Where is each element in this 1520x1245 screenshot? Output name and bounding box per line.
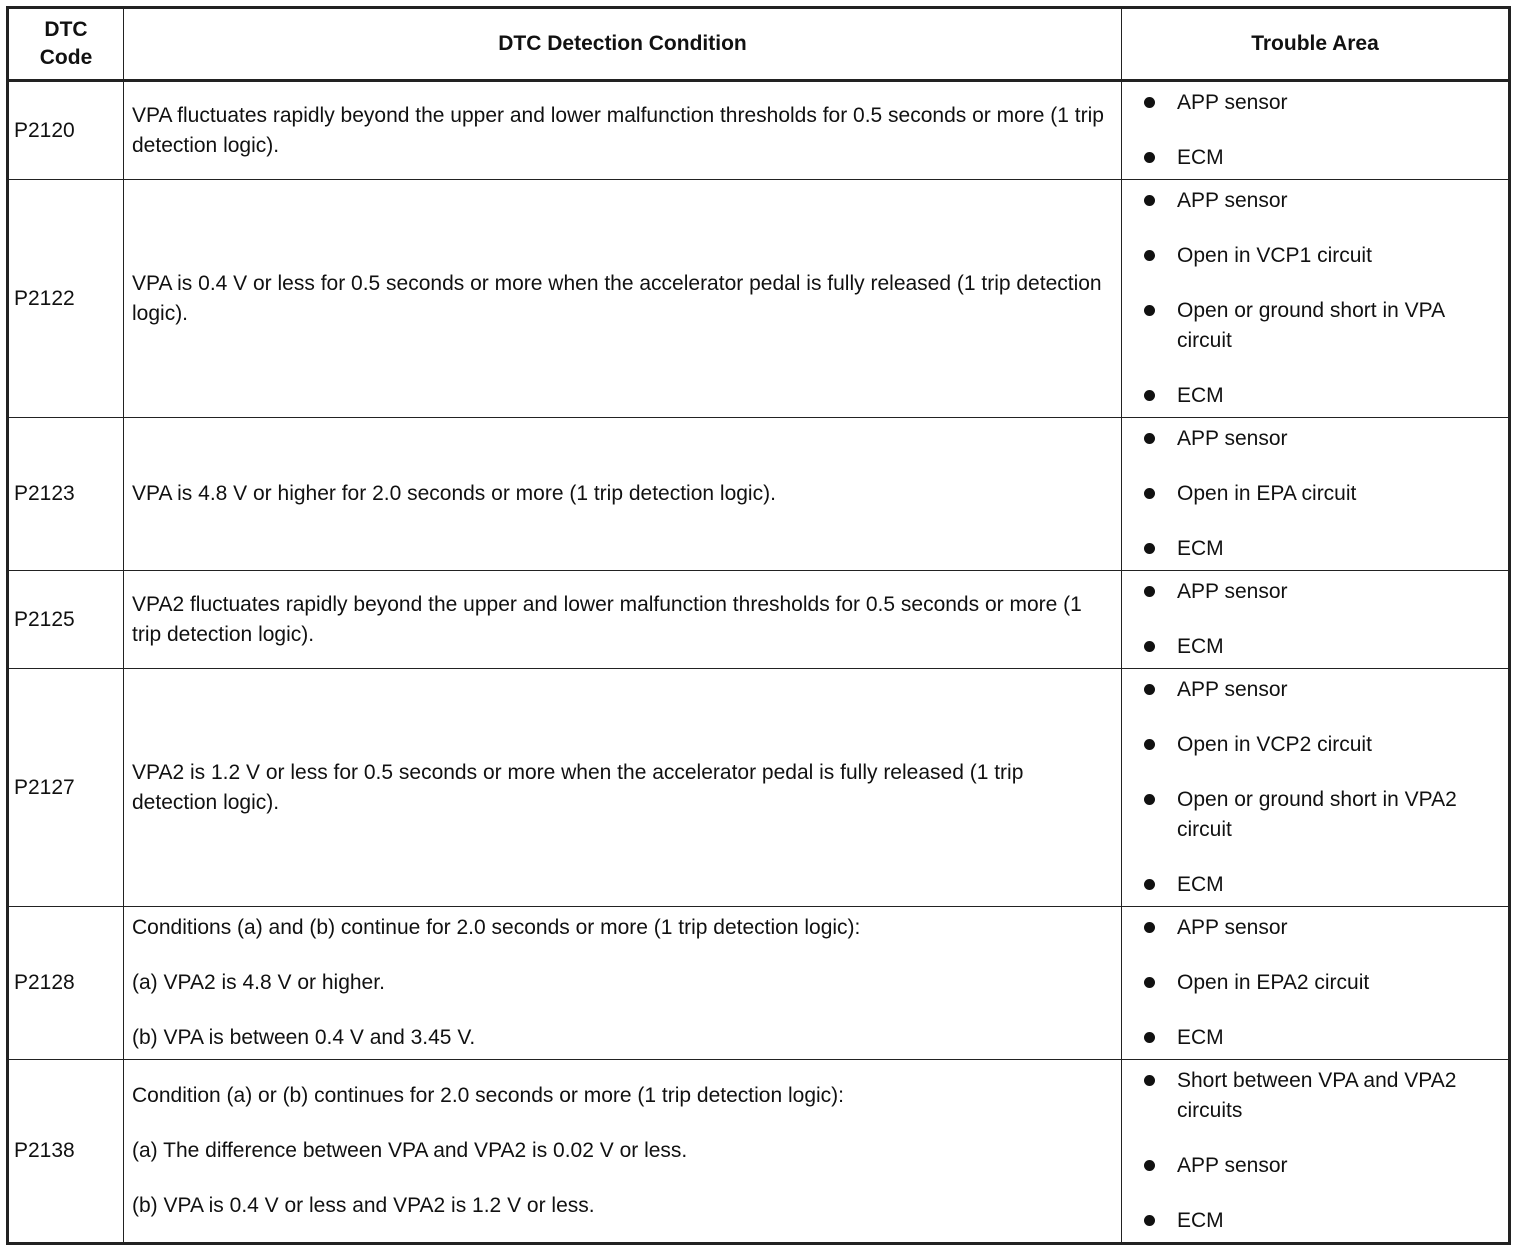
bullet-icon bbox=[1144, 922, 1155, 933]
trouble-area-list bbox=[1144, 577, 1504, 662]
bullet-icon bbox=[1144, 305, 1155, 316]
trouble-area-label: APP sensor bbox=[1177, 427, 1288, 450]
table-row bbox=[8, 571, 1510, 669]
trouble-area-label: ECM bbox=[1177, 873, 1224, 896]
trouble-area-item bbox=[1144, 534, 1504, 564]
condition-text: VPA is 0.4 V or less for 0.5 seconds or more when the accelerator pedal is fully released (1 trip detection logic). bbox=[132, 271, 1102, 325]
header-row bbox=[8, 8, 1510, 81]
bullet-icon bbox=[1144, 390, 1155, 401]
trouble-area-label: Open or ground short in VPA circuit bbox=[1177, 299, 1444, 352]
dtc-code: P2128 bbox=[8, 907, 124, 1060]
bullet-icon bbox=[1144, 1032, 1155, 1043]
trouble-area-item bbox=[1144, 424, 1504, 454]
bullet-icon bbox=[1144, 250, 1155, 261]
detection-condition bbox=[124, 418, 1122, 571]
condition-text: Condition (a) or (b) continues for 2.0 seconds or more (1 trip detection logic): bbox=[132, 1084, 845, 1107]
trouble-area-item bbox=[1144, 1066, 1504, 1126]
trouble-area-item bbox=[1144, 968, 1504, 998]
trouble-area-item bbox=[1144, 186, 1504, 216]
dtc-code: P2120 bbox=[8, 81, 124, 180]
trouble-area bbox=[1122, 180, 1510, 418]
trouble-area-label: APP sensor bbox=[1177, 1154, 1288, 1177]
trouble-area-label: Open in VCP1 circuit bbox=[1177, 244, 1372, 267]
bullet-icon bbox=[1144, 97, 1155, 108]
trouble-area-item bbox=[1144, 870, 1504, 900]
trouble-area-label: Open in EPA2 circuit bbox=[1177, 971, 1370, 994]
trouble-area-item bbox=[1144, 296, 1504, 356]
trouble-area-item bbox=[1144, 241, 1504, 271]
trouble-area-item bbox=[1144, 1206, 1504, 1236]
table-row bbox=[8, 418, 1510, 571]
trouble-area-label: ECM bbox=[1177, 537, 1224, 560]
condition-text: VPA2 is 1.2 V or less for 0.5 seconds or more when the accelerator pedal is fully released (1 trip detection logic). bbox=[132, 760, 1024, 814]
trouble-area-label: APP sensor bbox=[1177, 189, 1288, 212]
detection-condition bbox=[124, 669, 1122, 907]
detection-condition bbox=[124, 180, 1122, 418]
trouble-area-label: Open in EPA circuit bbox=[1177, 482, 1357, 505]
table-row bbox=[8, 907, 1510, 1060]
trouble-area bbox=[1122, 571, 1510, 669]
bullet-icon bbox=[1144, 1215, 1155, 1226]
trouble-area-label: APP sensor bbox=[1177, 916, 1288, 939]
condition-text: (b) VPA is between 0.4 V and 3.45 V. bbox=[132, 1026, 476, 1049]
dtc-code: P2122 bbox=[8, 180, 124, 418]
trouble-area-list bbox=[1144, 1066, 1504, 1236]
trouble-area-item bbox=[1144, 88, 1504, 118]
bullet-icon bbox=[1144, 684, 1155, 695]
header-dtc-code: DTC Code bbox=[8, 8, 124, 81]
trouble-area-item bbox=[1144, 632, 1504, 662]
trouble-area bbox=[1122, 418, 1510, 571]
trouble-area-label: APP sensor bbox=[1177, 678, 1288, 701]
trouble-area bbox=[1122, 1060, 1510, 1244]
bullet-icon bbox=[1144, 641, 1155, 652]
dtc-code: P2123 bbox=[8, 418, 124, 571]
dtc-code: P2138 bbox=[8, 1060, 124, 1244]
table-row bbox=[8, 81, 1510, 180]
trouble-area-item bbox=[1144, 730, 1504, 760]
bullet-icon bbox=[1144, 488, 1155, 499]
condition-text: (b) VPA is 0.4 V or less and VPA2 is 1.2 V or less. bbox=[132, 1194, 595, 1217]
bullet-icon bbox=[1144, 879, 1155, 890]
trouble-area-item bbox=[1144, 785, 1504, 845]
condition-text: Conditions (a) and (b) continue for 2.0 seconds or more (1 trip detection logic): bbox=[132, 916, 861, 939]
trouble-area-item bbox=[1144, 479, 1504, 509]
trouble-area-list bbox=[1144, 186, 1504, 411]
detection-condition bbox=[124, 1060, 1122, 1244]
table-row bbox=[8, 180, 1510, 418]
dtc-table bbox=[6, 6, 1511, 1245]
trouble-area-list bbox=[1144, 424, 1504, 564]
trouble-area bbox=[1122, 907, 1510, 1060]
trouble-area-item bbox=[1144, 913, 1504, 943]
detection-condition bbox=[124, 571, 1122, 669]
trouble-area-label: ECM bbox=[1177, 1026, 1224, 1049]
bullet-icon bbox=[1144, 152, 1155, 163]
trouble-area-list bbox=[1144, 675, 1504, 900]
bullet-icon bbox=[1144, 543, 1155, 554]
condition-text: (a) VPA2 is 4.8 V or higher. bbox=[132, 971, 385, 994]
trouble-area-label: Short between VPA and VPA2 circuits bbox=[1177, 1069, 1457, 1122]
trouble-area-label: ECM bbox=[1177, 635, 1224, 658]
trouble-area-item bbox=[1144, 381, 1504, 411]
table-body bbox=[8, 81, 1510, 1244]
header-detection-condition: DTC Detection Condition bbox=[124, 8, 1122, 81]
trouble-area-label: APP sensor bbox=[1177, 580, 1288, 603]
trouble-area-label: ECM bbox=[1177, 1209, 1224, 1232]
dtc-code: P2125 bbox=[8, 571, 124, 669]
bullet-icon bbox=[1144, 977, 1155, 988]
trouble-area-item bbox=[1144, 577, 1504, 607]
bullet-icon bbox=[1144, 433, 1155, 444]
trouble-area-label: Open in VCP2 circuit bbox=[1177, 733, 1372, 756]
trouble-area-label: APP sensor bbox=[1177, 91, 1288, 114]
condition-text: (a) The difference between VPA and VPA2 is 0.02 V or less. bbox=[132, 1139, 688, 1162]
bullet-icon bbox=[1144, 195, 1155, 206]
trouble-area bbox=[1122, 669, 1510, 907]
trouble-area-item bbox=[1144, 143, 1504, 173]
dtc-code: P2127 bbox=[8, 669, 124, 907]
trouble-area-list bbox=[1144, 913, 1504, 1053]
bullet-icon bbox=[1144, 1160, 1155, 1171]
condition-text: VPA2 fluctuates rapidly beyond the upper and lower malfunction thresholds for 0.5 seconds or more (1 trip detection logic). bbox=[132, 592, 1082, 646]
trouble-area-list bbox=[1144, 88, 1504, 173]
bullet-icon bbox=[1144, 794, 1155, 805]
table-row bbox=[8, 1060, 1510, 1244]
header-trouble-area: Trouble Area bbox=[1122, 8, 1510, 81]
bullet-icon bbox=[1144, 739, 1155, 750]
table-row bbox=[8, 669, 1510, 907]
trouble-area-label: ECM bbox=[1177, 384, 1224, 407]
bullet-icon bbox=[1144, 586, 1155, 597]
trouble-area-item bbox=[1144, 1151, 1504, 1181]
bullet-icon bbox=[1144, 1075, 1155, 1086]
trouble-area-label: Open or ground short in VPA2 circuit bbox=[1177, 788, 1457, 841]
trouble-area bbox=[1122, 81, 1510, 180]
trouble-area-label: ECM bbox=[1177, 146, 1224, 169]
detection-condition bbox=[124, 907, 1122, 1060]
trouble-area-item bbox=[1144, 675, 1504, 705]
trouble-area-item bbox=[1144, 1023, 1504, 1053]
detection-condition bbox=[124, 81, 1122, 180]
condition-text: VPA fluctuates rapidly beyond the upper and lower malfunction thresholds for 0.5 seconds or more (1 trip detection logic). bbox=[132, 103, 1104, 157]
condition-text: VPA is 4.8 V or higher for 2.0 seconds or more (1 trip detection logic). bbox=[132, 482, 776, 505]
